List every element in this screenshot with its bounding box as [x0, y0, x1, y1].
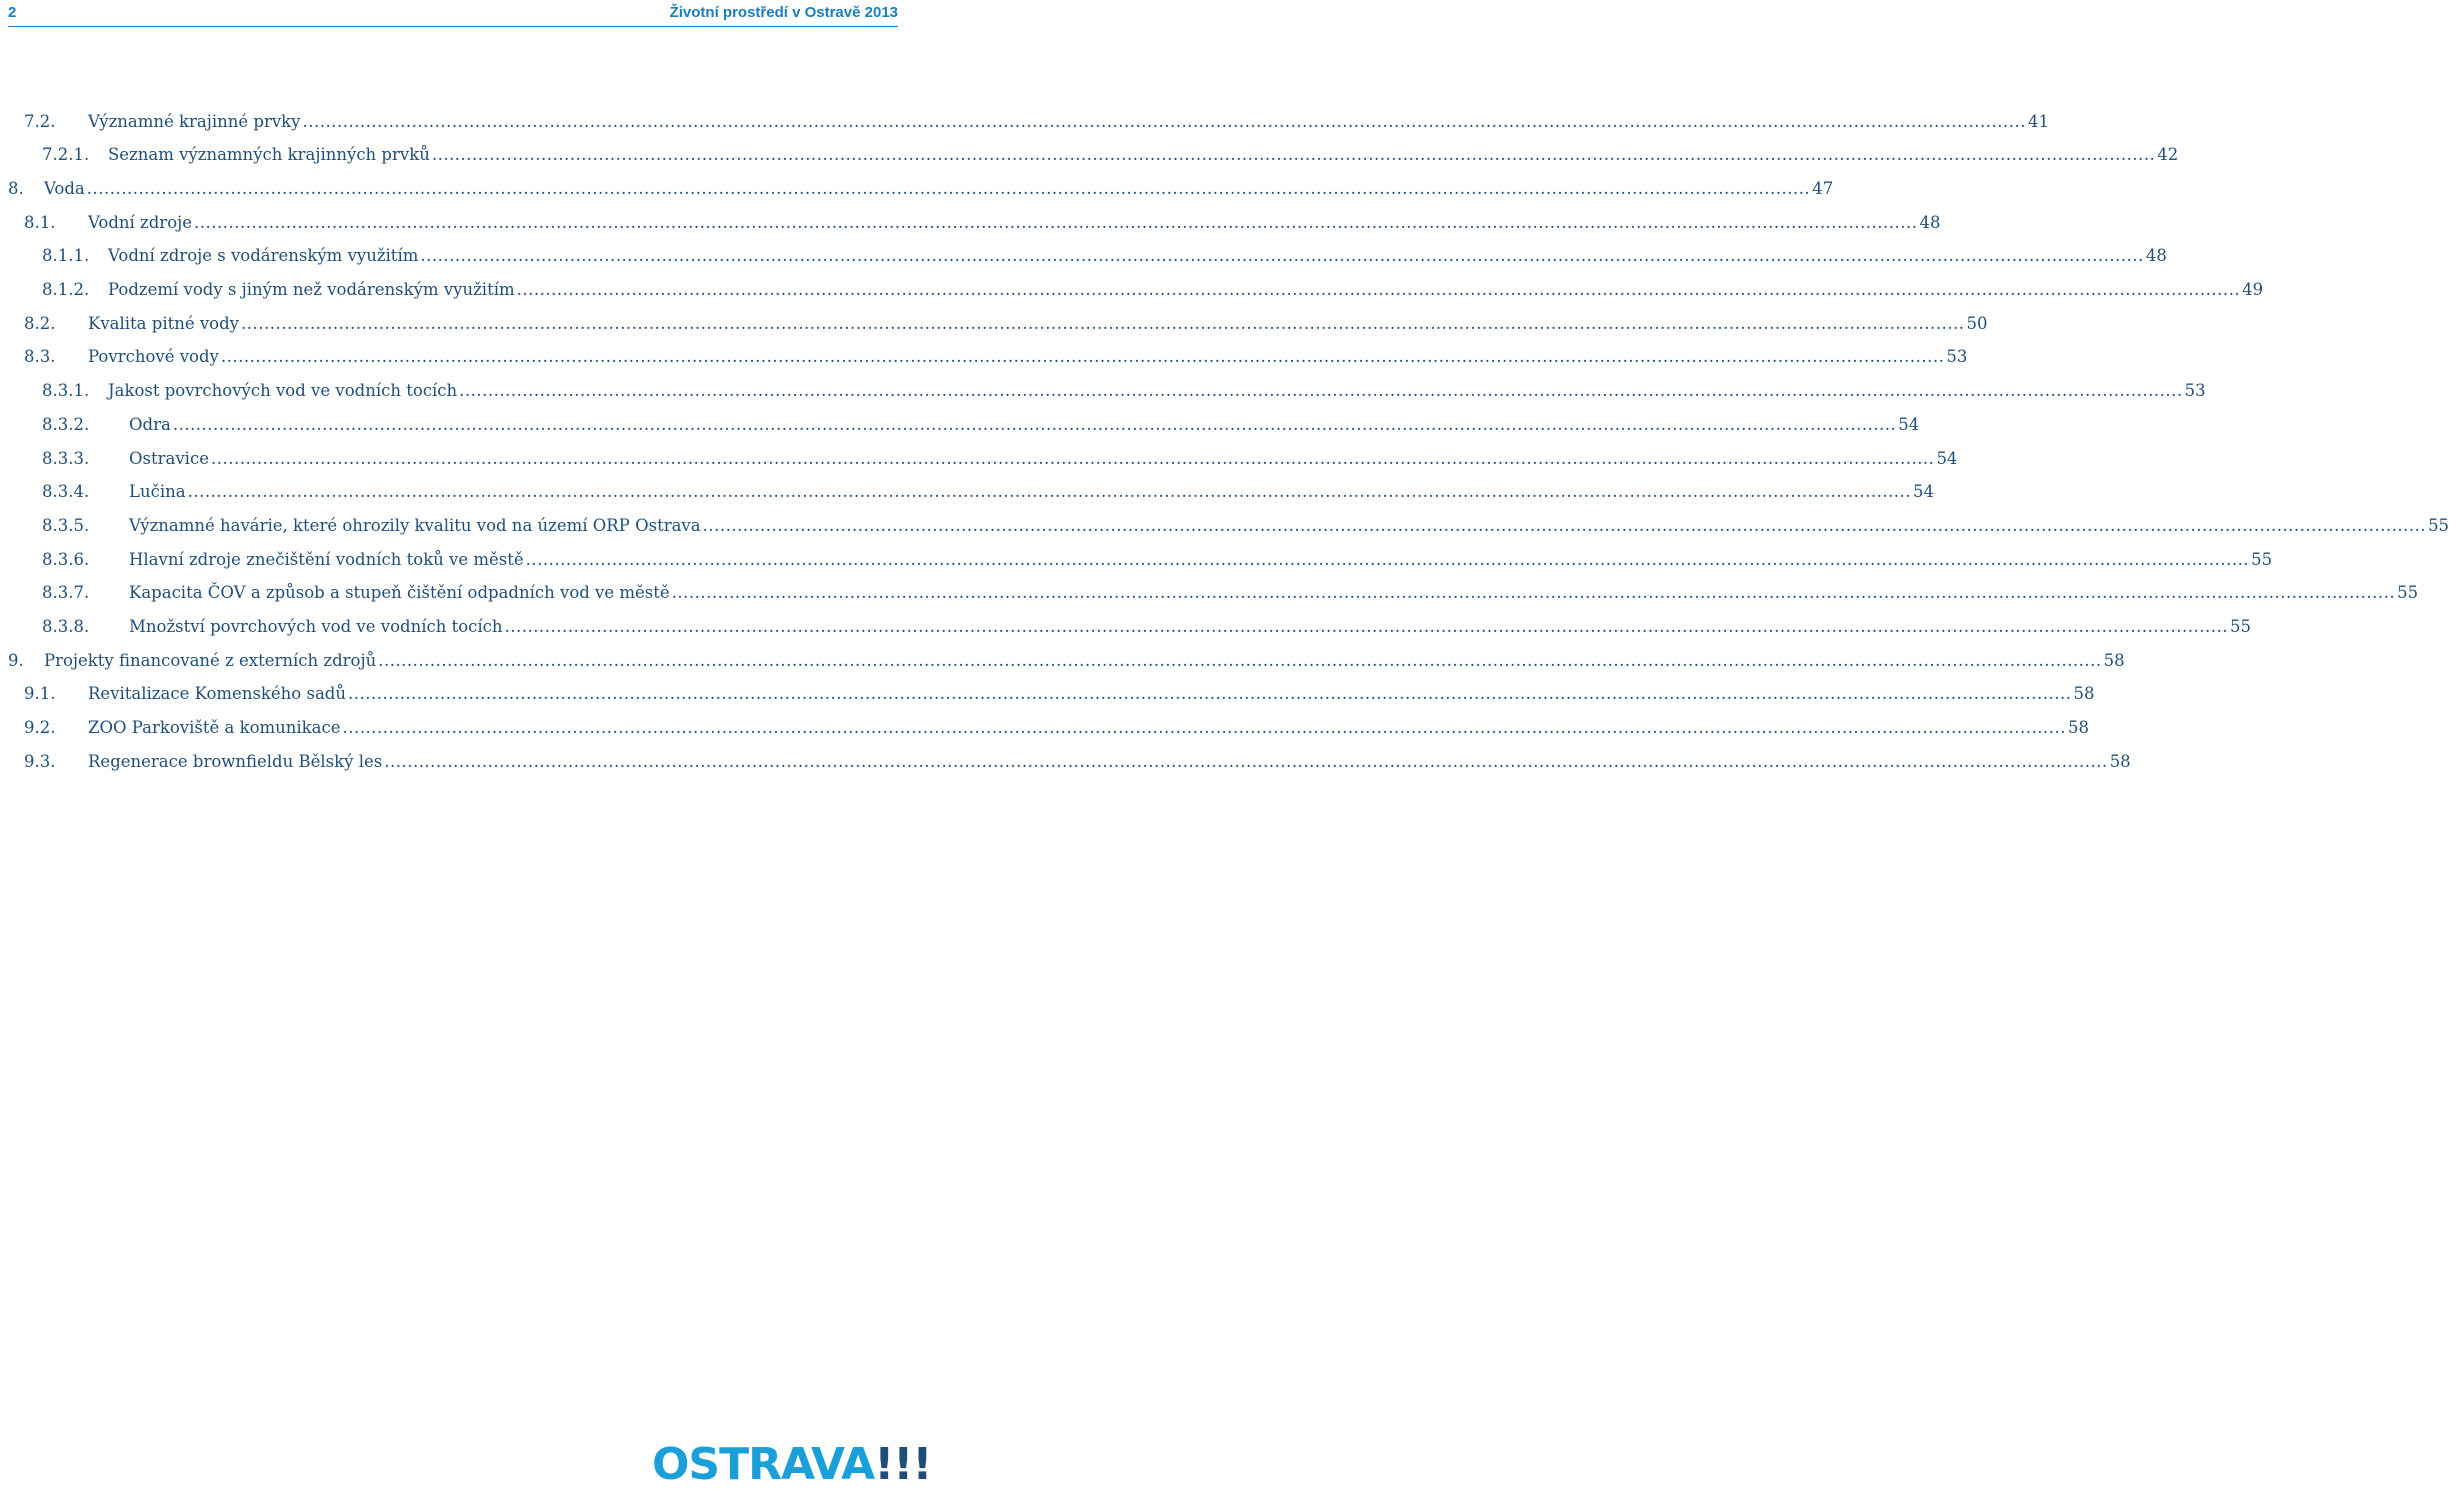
toc-entry-title: Množství povrchových vod ve vodních tocích: [129, 617, 503, 636]
dot-leader: ............................................................................................................................................................................................................................................................................................................: [420, 246, 2144, 266]
toc-entry-number: 8.3.: [24, 347, 56, 367]
dot-leader: ............................................................................................................................................................................................................................................................................................................: [194, 212, 1918, 232]
toc-entry-number: 8.3.1.: [42, 381, 90, 401]
toc-entry-number: 8.1.: [24, 212, 56, 232]
toc-entry-page: 58: [2073, 684, 2095, 704]
toc-entry-number: 9.: [8, 650, 24, 670]
header-title: Životní prostředí v Ostravě 2013: [669, 4, 898, 21]
dot-leader: ............................................................................................................................................................................................................................................................................................................: [220, 347, 1945, 367]
toc-entry-title: Ostravice: [129, 448, 209, 468]
toc-entry[interactable]: [42, 542, 2273, 576]
toc-entry-number: 8.: [8, 178, 24, 198]
dot-leader: ............................................................................................................................................................................................................................................................................................................: [187, 482, 1912, 502]
toc-entry-number: 8.3.5.: [42, 515, 90, 535]
toc-entry-page: 58: [2109, 751, 2131, 771]
toc-entry[interactable]: [42, 610, 2251, 644]
toc-entry[interactable]: [42, 475, 1935, 509]
toc-entry-title: Voda: [44, 178, 85, 198]
toc-entry-title: Povrchové vody: [88, 347, 219, 367]
toc-entry-page: 55: [2230, 617, 2251, 636]
toc-entry[interactable]: [24, 711, 2089, 745]
toc-entry-number: 7.2.: [24, 111, 56, 131]
dot-leader: ............................................................................................................................................................................................................................................................................................................: [431, 145, 2156, 165]
toc-entry[interactable]: [24, 677, 2095, 711]
toc-entry-page: 53: [1946, 347, 1968, 367]
toc-entry[interactable]: [42, 239, 2167, 273]
toc-entry[interactable]: [42, 138, 2179, 172]
toc-entry-number: 8.3.2.: [42, 414, 90, 434]
dot-leader: ............................................................................................................................................................................................................................................................................................................: [671, 583, 2396, 603]
toc-entry[interactable]: [42, 576, 2419, 610]
toc-entry-page: 54: [1913, 482, 1935, 502]
toc-entry-title: Odra: [129, 414, 171, 434]
toc-entry-number: 8.3.4.: [42, 482, 90, 502]
toc-entry-title: Vodní zdroje: [88, 212, 193, 232]
toc-entry-title: Seznam významných krajinných prvků: [108, 145, 430, 165]
toc-entry-title: Kapacita ČOV a způsob a stupeň čištění odpadních vod ve městě: [129, 583, 670, 603]
dot-leader: ............................................................................................................................................................................................................................................................................................................: [347, 684, 2072, 704]
dot-leader: ............................................................................................................................................................................................................................................................................................................: [172, 414, 1897, 434]
toc-entry-title: Kvalita pitné vody: [88, 313, 239, 333]
dot-leader: ............................................................................................................................................................................................................................................................................................................: [459, 381, 2183, 401]
logo-word: OSTRAVA: [652, 1439, 875, 1490]
toc-entry-page: 49: [2242, 280, 2264, 299]
toc-entry-page: 41: [2027, 111, 2049, 131]
toc-entry[interactable]: [24, 306, 1988, 340]
dot-leader: ............................................................................................................................................................................................................................................................................................................: [342, 718, 2066, 738]
toc-entry[interactable]: [24, 340, 1968, 374]
toc-entry-title: Lučina: [129, 482, 186, 502]
toc-entry-number: 8.3.6.: [42, 549, 90, 569]
toc-entry-page: 55: [2251, 549, 2273, 569]
toc-entry[interactable]: [8, 643, 2125, 677]
toc-entry-title: Významné havárie, které ohrozily kvalitu vod na území ORP Ostrava: [129, 515, 701, 535]
toc-entry-number: 8.3.3.: [42, 448, 90, 468]
toc-entry[interactable]: [42, 441, 1958, 475]
dot-leader: ............................................................................................................................................................................................................................................................................................................: [302, 111, 2026, 131]
dot-leader: ............................................................................................................................................................................................................................................................................................................: [384, 751, 2108, 771]
toc-entry-number: 8.3.7.: [42, 583, 90, 603]
toc-entry[interactable]: [8, 171, 1834, 205]
toc-entry-page: 48: [1919, 212, 1941, 232]
toc-entry[interactable]: [24, 104, 2049, 138]
toc-entry-page: 58: [2103, 650, 2125, 670]
dot-leader: ............................................................................................................................................................................................................................................................................................................: [702, 515, 2427, 535]
toc-entry[interactable]: [42, 374, 2206, 408]
toc-entry-page: 54: [1898, 414, 1920, 434]
toc-entry-number: 9.1.: [24, 684, 56, 704]
toc-entry-number: 9.3.: [24, 751, 56, 771]
toc-entry-page: 47: [1812, 178, 1834, 198]
dot-leader: ............................................................................................................................................................................................................................................................................................................: [378, 650, 2102, 670]
page-header: [8, 0, 898, 27]
toc-entry-title: Revitalizace Komenského sadů: [88, 684, 346, 704]
logo-exclamations: !!!: [874, 1439, 932, 1490]
dot-leader: ............................................................................................................................................................................................................................................................................................................: [241, 313, 1965, 333]
toc-entry[interactable]: [24, 205, 1941, 239]
toc-entry-page: 50: [1966, 313, 1988, 333]
toc-entry[interactable]: [42, 273, 2264, 307]
toc-entry-page: 55: [2397, 583, 2419, 603]
toc-entry-page: 55: [2428, 515, 2449, 535]
ostrava-logo: [652, 1439, 932, 1490]
toc-entry-title: Podzemí vody s jiným než vodárenským využitím: [108, 280, 515, 299]
toc-entry-page: 54: [1936, 448, 1958, 468]
toc-entry-number: 8.1.1.: [42, 246, 90, 266]
toc-entry[interactable]: [24, 744, 2131, 778]
toc-entry-title: Regenerace brownfieldu Bělský les: [88, 751, 383, 771]
dot-leader: ............................................................................................................................................................................................................................................................................................................: [86, 178, 1811, 198]
toc-entry-title: Významné krajinné prvky: [88, 111, 301, 131]
dot-leader: ............................................................................................................................................................................................................................................................................................................: [210, 448, 1935, 468]
page-number: 2: [8, 4, 17, 21]
toc-entry-page: 48: [2145, 246, 2167, 266]
dot-leader: ............................................................................................................................................................................................................................................................................................................: [525, 549, 2250, 569]
toc-entry-number: 7.2.1.: [42, 145, 90, 165]
toc-entry-title: Projekty financované z externích zdrojů: [44, 650, 377, 670]
toc-entry[interactable]: [42, 407, 1920, 441]
toc-entry[interactable]: [42, 508, 2449, 542]
toc-entry-page: 58: [2068, 718, 2089, 738]
toc-entry-title: Hlavní zdroje znečištění vodních toků ve městě: [129, 549, 524, 569]
toc-entry-title: Vodní zdroje s vodárenským využitím: [108, 246, 419, 266]
toc-entry-number: 8.1.2.: [42, 280, 90, 299]
toc-entry-page: 42: [2157, 145, 2179, 165]
toc-entry-page: 53: [2184, 381, 2206, 401]
dot-leader: ............................................................................................................................................................................................................................................................................................................: [516, 280, 2241, 299]
toc-entry-title: Jakost povrchových vod ve vodních tocích: [108, 381, 458, 401]
toc-entry-number: 8.3.8.: [42, 617, 90, 636]
toc-entry-title: ZOO Parkoviště a komunikace: [88, 718, 341, 738]
toc-entry-number: 8.2.: [24, 313, 56, 333]
dot-leader: ............................................................................................................................................................................................................................................................................................................: [504, 617, 2228, 636]
toc-entry-number: 9.2.: [24, 718, 56, 738]
